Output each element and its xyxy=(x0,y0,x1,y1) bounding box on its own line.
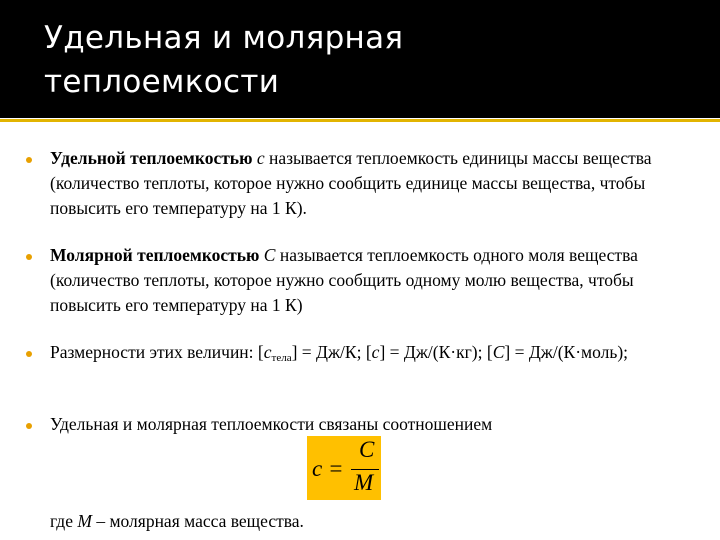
units-part-2: ] = Дж/(К·кг); [ xyxy=(379,342,493,362)
bullet-relation xyxy=(50,412,690,437)
definition-text: называется теплоемкость единицы массы вещества (количество теплоты, которое нужно сообщить единице массы вещества, чтобы повысить его температуру на 1 К). xyxy=(50,148,652,218)
symbol-c: c xyxy=(256,148,265,168)
slide-title xyxy=(44,16,403,104)
title-line-2: теплоемкости xyxy=(44,64,280,100)
footnote xyxy=(50,509,304,534)
bullet-marker-2 xyxy=(26,254,32,260)
formula-box xyxy=(307,436,381,500)
formula-numerator: C xyxy=(359,437,375,462)
definition-text: называется теплоемкость одного моля вещества (количество теплоты, которое нужно сообщить одному молю вещества, чтобы повысить его температуру на 1 К) xyxy=(50,245,638,315)
units-suffix: ] = Дж/(К·моль); xyxy=(504,342,629,362)
footnote-prefix: где xyxy=(50,511,78,531)
title-band xyxy=(0,0,720,118)
footnote-text: – молярная масса вещества. xyxy=(91,511,304,531)
units-part-1: ] = Дж/К; [ xyxy=(291,342,372,362)
bullet-molar-heat xyxy=(50,243,690,318)
symbol-C: C xyxy=(492,342,505,362)
units-prefix: Размерности этих величин: [ xyxy=(50,342,264,362)
formula-denominator: M xyxy=(354,470,374,495)
symbol-c-body: c xyxy=(263,342,272,362)
symbol-c: c xyxy=(371,342,380,362)
bullet-specific-heat xyxy=(50,146,690,221)
term-molar-heat: Молярной теплоемкостью xyxy=(50,245,260,265)
bullet-marker-3 xyxy=(26,351,32,357)
bullet-marker-1 xyxy=(26,157,32,163)
formula-lhs: c = xyxy=(312,456,344,481)
symbol-C: C xyxy=(263,245,276,265)
subscript-body: тела xyxy=(271,352,292,364)
title-line-1: Удельная и молярная xyxy=(44,20,404,56)
relation-text: Удельная и молярная теплоемкости связаны соотношением xyxy=(50,414,493,434)
term-specific-heat: Удельной теплоемкостью xyxy=(50,148,253,168)
symbol-M: M xyxy=(77,511,92,531)
bullet-marker-4 xyxy=(26,423,32,429)
bullet-units xyxy=(50,340,690,371)
title-divider xyxy=(0,119,720,122)
